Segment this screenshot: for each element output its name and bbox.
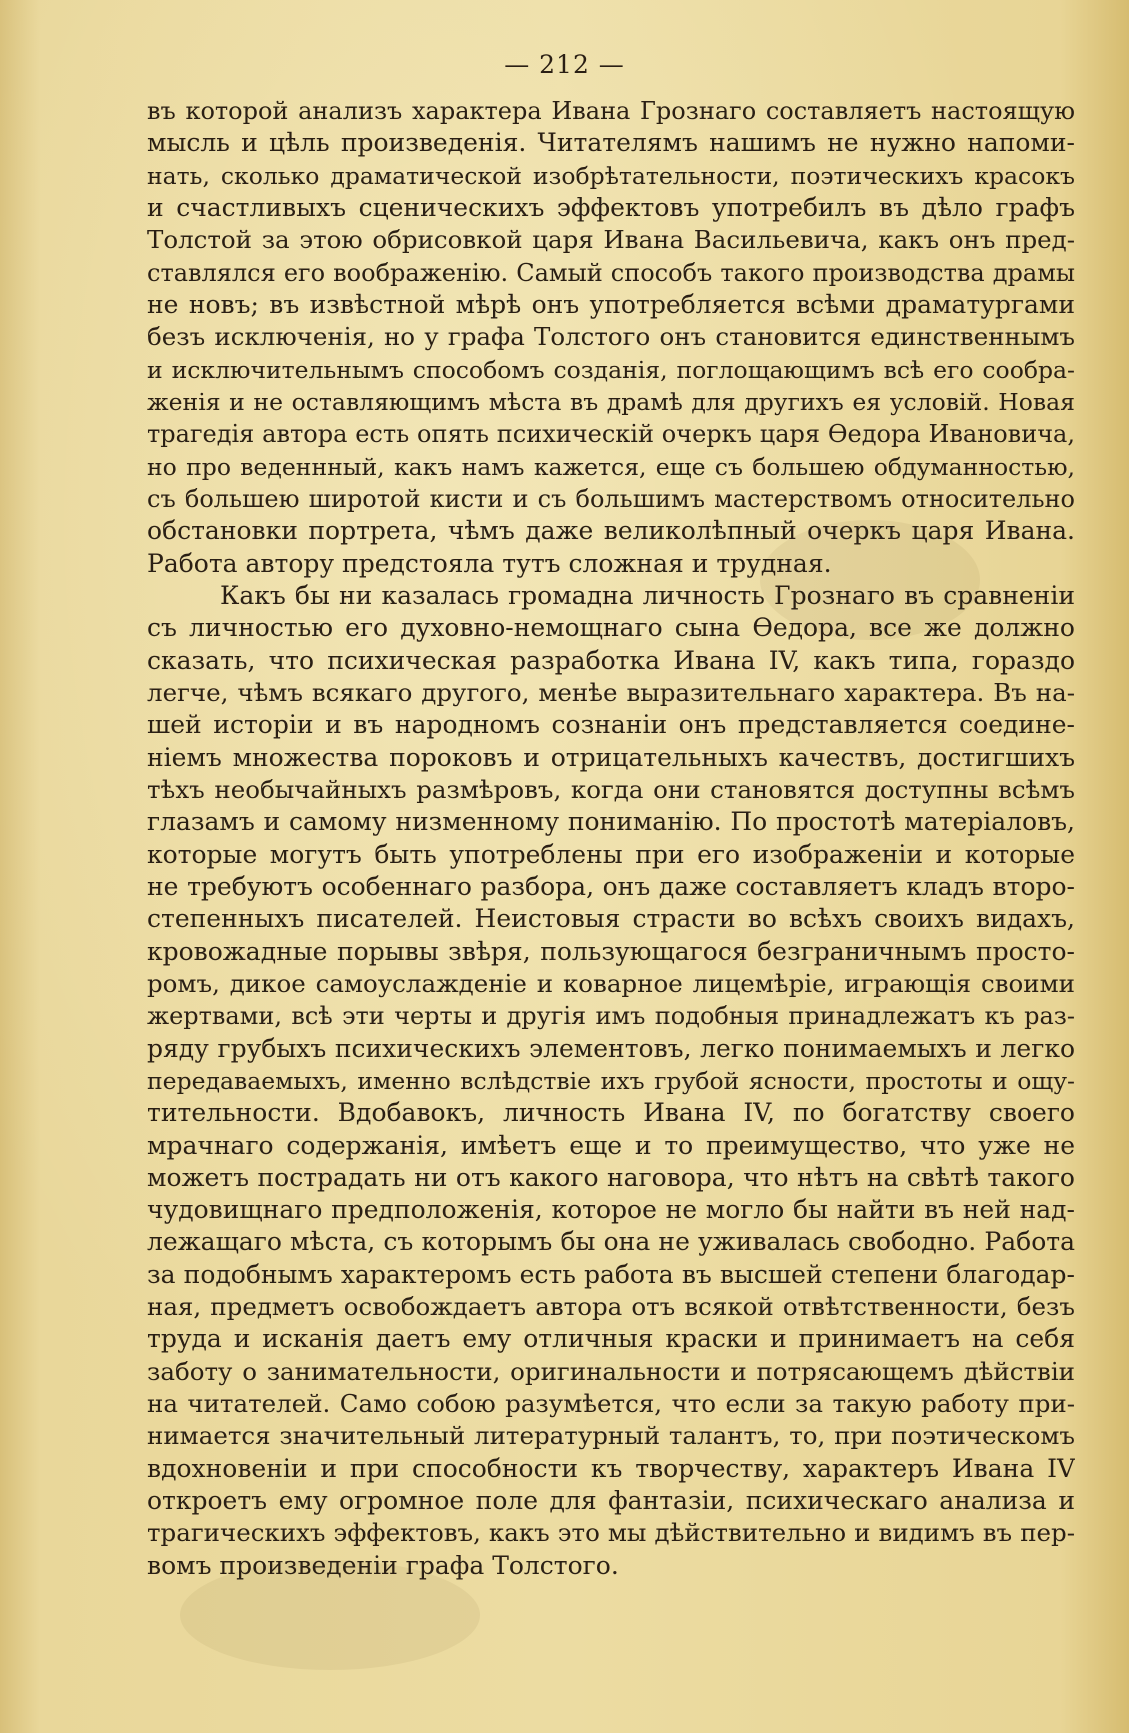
text-line: на читателей. Само собою разумѣется, что если за такую работу при- bbox=[147, 1389, 1075, 1419]
text-line: въ которой анализъ характера Ивана Грознаго составляетъ настоящую bbox=[147, 97, 1075, 125]
text-line: труда и исканія даетъ ему отличныя краски и принимаетъ на себя bbox=[147, 1324, 1075, 1354]
text-line: за подобнымъ характеромъ есть работа въ высшей степени благодар- bbox=[147, 1259, 1075, 1289]
text-line: обстановки портрета, чѣмъ даже великолѣпный очеркъ царя Ивана. bbox=[147, 516, 1075, 546]
text-line: нать, сколько драматической изобрѣтательности, поэтическихъ красокъ bbox=[147, 161, 1075, 190]
text-line: но про веденнный, какъ намъ кажется, еще съ большею обдуманностью, bbox=[147, 452, 1075, 481]
text-line: вдохновеніи и при способности къ творчеству, характеръ Ивана IV bbox=[147, 1453, 1075, 1483]
text-line: съ большею широтой кисти и съ большимъ мастерствомъ относительно bbox=[147, 484, 1075, 513]
text-line: заботу о занимательности, оригинальности и потрясающемъ дѣйствіи bbox=[147, 1356, 1075, 1386]
text-line: нимается значительный литературный талантъ, то, при поэтическомъ bbox=[147, 1421, 1075, 1451]
text-line: ряду грубыхъ психическихъ элементовъ, легко понимаемыхъ и легко bbox=[147, 1033, 1075, 1063]
text-line: вомъ произведеніи графа Толстого. bbox=[147, 1550, 619, 1580]
page-number: — 212 — bbox=[504, 50, 625, 79]
text-line: жертвами, всѣ эти черты и другія имъ подобныя принадлежатъ къ раз- bbox=[147, 1002, 1075, 1031]
text-line: мрачнаго содержанія, имѣетъ еще и то преимущество, что уже не bbox=[147, 1130, 1075, 1160]
text-line: степенныхъ писателей. Неистовыя страсти во всѣхъ своихъ видахъ, bbox=[147, 904, 1075, 934]
text-line: можетъ пострадать ни отъ какого наговора, что нѣтъ на свѣтѣ такого bbox=[147, 1162, 1075, 1192]
text-line: Работа автору предстояла тутъ сложная и трудная. bbox=[147, 548, 832, 578]
text-line: и счастливыхъ сценическихъ эффектовъ употребилъ въ дѣло графъ bbox=[147, 192, 1075, 222]
text-line: женія и не оставляющимъ мѣста въ драмѣ для другихъ ея условій. Новая bbox=[147, 387, 1075, 416]
text-line: трагедія автора есть опять психическій очеркъ царя Ѳедора Ивановича, bbox=[147, 420, 1075, 449]
text-line: мысль и цѣль произведенія. Читателямъ нашимъ не нужно напоми- bbox=[147, 128, 1075, 158]
text-line: легче, чѣмъ всякаго другого, менѣе выразительнаго характера. Въ на- bbox=[147, 677, 1075, 707]
text-line: лежащаго мѣста, съ которымъ бы она не уживалась свободно. Работа bbox=[147, 1227, 1075, 1257]
body-text bbox=[147, 95, 1075, 1582]
text-line: не новъ; въ извѣстной мѣрѣ онъ употребляется всѣми драматургами bbox=[147, 289, 1075, 319]
text-line: которые могутъ быть употреблены при его изображеніи и которые bbox=[147, 839, 1075, 869]
paragraph-2 bbox=[147, 580, 1075, 1582]
paragraph-1 bbox=[147, 95, 1075, 580]
text-line: и исключительнымъ способомъ созданія, поглощающимъ всѣ его сообра- bbox=[147, 355, 1075, 384]
text-line: чудовищнаго предположенія, которое не могло бы найти въ ней над- bbox=[147, 1195, 1075, 1225]
text-line: ніемъ множества пороковъ и отрицательныхъ качествъ, достигшихъ bbox=[147, 742, 1075, 772]
text-line: безъ исключенія, но у графа Толстого онъ становится единственнымъ bbox=[147, 322, 1075, 352]
text-line: передаваемыхъ, именно вслѣдствіе ихъ грубой ясности, простоты и ощу- bbox=[147, 1066, 1075, 1095]
text-line: не требуютъ особеннаго разбора, онъ даже составляетъ кладъ второ- bbox=[147, 871, 1075, 901]
text-line: ставлялся его воображенію. Самый способъ такого производства драмы bbox=[147, 258, 1075, 287]
text-line: сказать, что психическая разработка Ивана IV, какъ типа, гораздо bbox=[147, 645, 1075, 675]
text-line: ная, предметъ освобождаетъ автора отъ всякой отвѣтственности, безъ bbox=[147, 1292, 1075, 1322]
text-line: тительности. Вдобавокъ, личность Ивана IV, по богатству своего bbox=[147, 1098, 1075, 1128]
text-line: откроетъ ему огромное поле для фантазіи, психическаго анализа и bbox=[147, 1486, 1075, 1516]
text-line: Толстой за этою обрисовкой царя Ивана Васильевича, какъ онъ пред- bbox=[147, 225, 1075, 255]
text-line: трагическихъ эффектовъ, какъ это мы дѣйствительно и видимъ въ пер- bbox=[147, 1518, 1075, 1548]
text-line: глазамъ и самому низменному пониманію. По простотѣ матеріаловъ, bbox=[147, 807, 1075, 837]
text-line: съ личностью его духовно-немощнаго сына Ѳедора, все же должно bbox=[147, 613, 1075, 643]
text-line: шей исторіи и въ народномъ сознаніи онъ представляется соедине- bbox=[147, 710, 1075, 740]
text-line: тѣхъ необычайныхъ размѣровъ, когда они становятся доступны всѣмъ bbox=[147, 774, 1075, 804]
text-line: Какъ бы ни казалась громадна личность Грознаго въ сравненіи bbox=[220, 580, 1075, 610]
text-line: ромъ, дикое самоуслажденіе и коварное лицемѣріе, играющія своими bbox=[147, 968, 1075, 998]
text-line: кровожадные порывы звѣря, пользующагося безграничнымъ просто- bbox=[147, 936, 1075, 966]
